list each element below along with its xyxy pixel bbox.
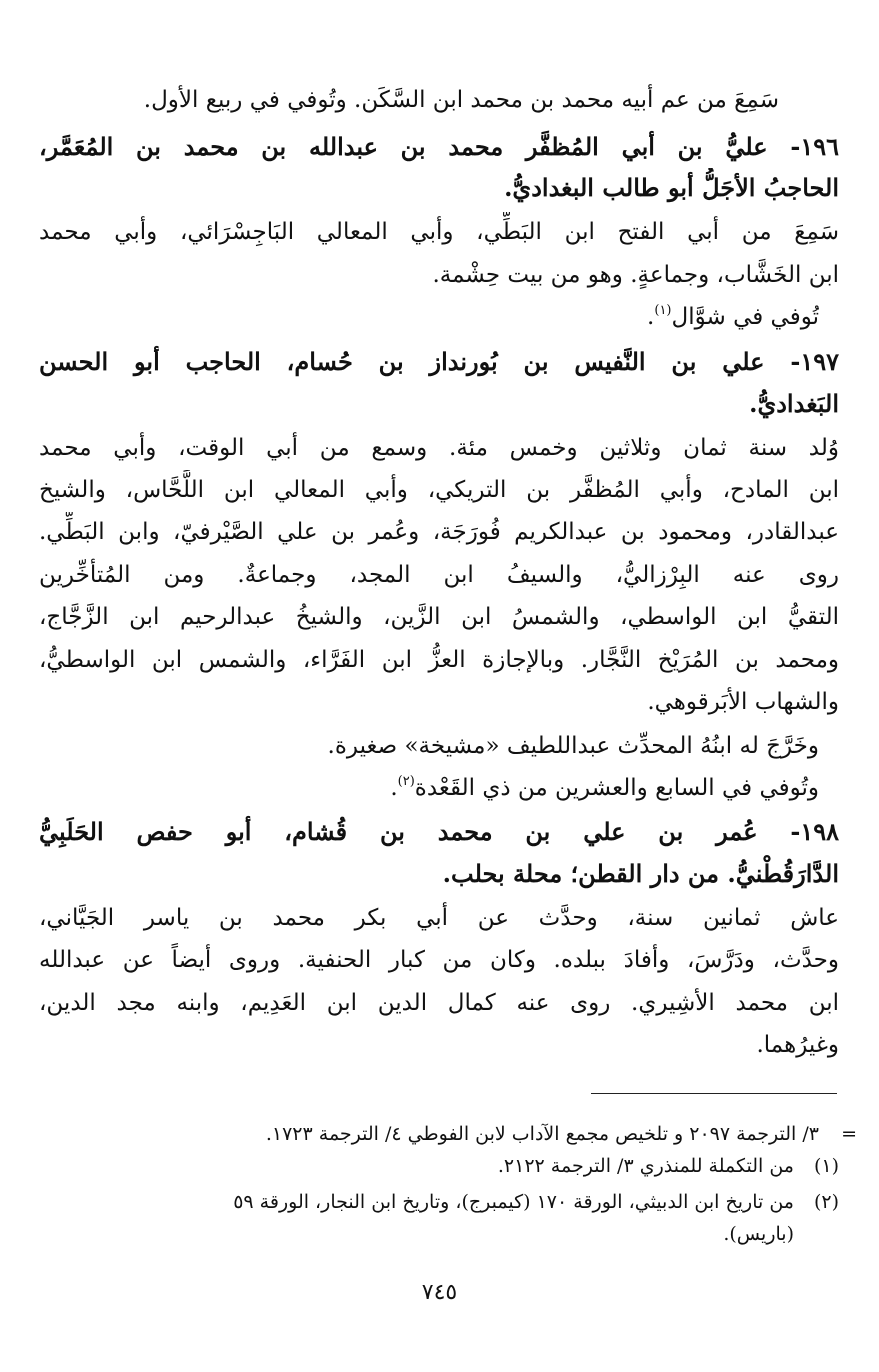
death-note-text: تُوفي في شوَّال — [671, 304, 819, 330]
text-line — [39, 297, 819, 337]
footnote-2-cont: (باريس). — [723, 1223, 794, 1245]
text-line: وحدَّث، ودَرَّسَ، وأفادَ ببلده. وكان من كبار الحنفية. وروى أيضاً عن عبدالله — [39, 947, 839, 973]
page-number: ٧٤٥ — [421, 1280, 458, 1305]
text-line: التقيُّ ابن الواسطي، والشمسُ ابن الزَّين، والشيخُ عبدالرحيم ابن الزَّجَّاج، — [39, 604, 839, 630]
text-line: وُلد سنة ثمان وثلاثين وخمس مئة. وسمع من أبي الوقت، وأبي محمد — [39, 435, 839, 461]
entry-heading-196-cont: الحاجبُ الأجَلُّ أبو طالب البغداديُّ. — [504, 173, 839, 202]
footnote-1: من التكملة للمنذري ٣/ الترجمة ٢١٢٢. — [497, 1155, 794, 1177]
text-line: ابن المادح، وأبي المُظفَّر بن التريكي، وأبي المعالي ابن اللَّحَّاس، والشيخ — [39, 477, 839, 503]
text-line: والشهاب الأبَرقوهي. — [647, 689, 839, 715]
footnote-2: من تاريخ ابن الدبيثي، الورقة ١٧٠ (كيمبرج)، وتاريخ ابن النجار، الورقة ٥٩ — [233, 1191, 794, 1213]
text-line: روى عنه البِرْزاليُّ، والسيفُ ابن المجد، وجماعةٌ. ومن المُتأخِّرين — [39, 562, 839, 588]
footnote-ref-1: (١) — [654, 303, 672, 318]
text-line: سَمِعَ من أبي الفتح ابن البَطِّي، وأبي المعالي البَاجِسْرَائي، وأبي محمد — [39, 219, 839, 245]
sentence-end: . — [647, 304, 655, 330]
text-line: وخَرَّجَ له ابنُهُ المحدِّث عبداللطيف «مشيخة» صغيرة. — [327, 733, 819, 759]
entry-heading-196: ١٩٦- عليُّ بن أبي المُظفَّر محمد بن عبدالله بن محمد بن المُعَمَّر، — [39, 132, 839, 161]
footnote-mark: (٢) — [813, 1191, 839, 1213]
sentence-end: . — [390, 775, 398, 801]
text-line: سَمِعَ من عم أبيه محمد بن محمد ابن السَّكَن. وتُوفي في ربيع الأول. — [143, 87, 779, 113]
text-line — [39, 768, 819, 808]
text-line: ابن الخَشَّاب، وجماعةٍ. وهو من بيت حِشْمة. — [432, 262, 839, 288]
footnote-continuation-mark: = — [841, 1123, 857, 1145]
entry-heading-198-cont: الدَّارَقُطْنيُّ. من دار القطن؛ محلة بحلب. — [442, 859, 839, 888]
footnote-continuation: ٣/ الترجمة ٢٠٩٧ و تلخيص مجمع الآداب لابن الفوطي ٤/ الترجمة ١٧٢٣. — [265, 1123, 819, 1145]
entry-heading-197-cont: البَغداديُّ. — [749, 389, 839, 418]
text-line: وغيرُهما. — [756, 1032, 839, 1058]
text-line: عبدالقادر، ومحمود بن عبدالكريم فُورَجَة، وعُمر بن علي الصَّيْرفيّ، وابن البَطِّي. — [39, 519, 839, 545]
entry-heading-197: ١٩٧- علي بن النَّفيس بن بُورنداز بن حُسام، الحاجب أبو الحسن — [39, 347, 839, 376]
death-note-text: وتُوفي في السابع والعشرين من ذي القَعْدة — [414, 775, 819, 801]
text-line: عاش ثمانين سنة، وحدَّث عن أبي بكر محمد بن ياسر الجَيَّاني، — [39, 905, 839, 931]
text-line: ابن محمد الأشِيري. روى عنه كمال الدين ابن العَدِيم، وابنه مجد الدين، — [39, 990, 839, 1016]
footnote-separator — [591, 1093, 837, 1094]
footnote-ref-2: (٢) — [397, 774, 415, 789]
text-line: ومحمد بن المُرَيْخ النَّجَّار. وبالإجازة العزُّ ابن الفَرَّاء، والشمس ابن الواسطيُّ، — [39, 647, 839, 673]
footnote-mark: (١) — [813, 1155, 839, 1177]
entry-heading-198: ١٩٨- عُمر بن علي بن محمد بن قُشام، أبو حفص الحَلَبِيُّ — [39, 817, 839, 846]
